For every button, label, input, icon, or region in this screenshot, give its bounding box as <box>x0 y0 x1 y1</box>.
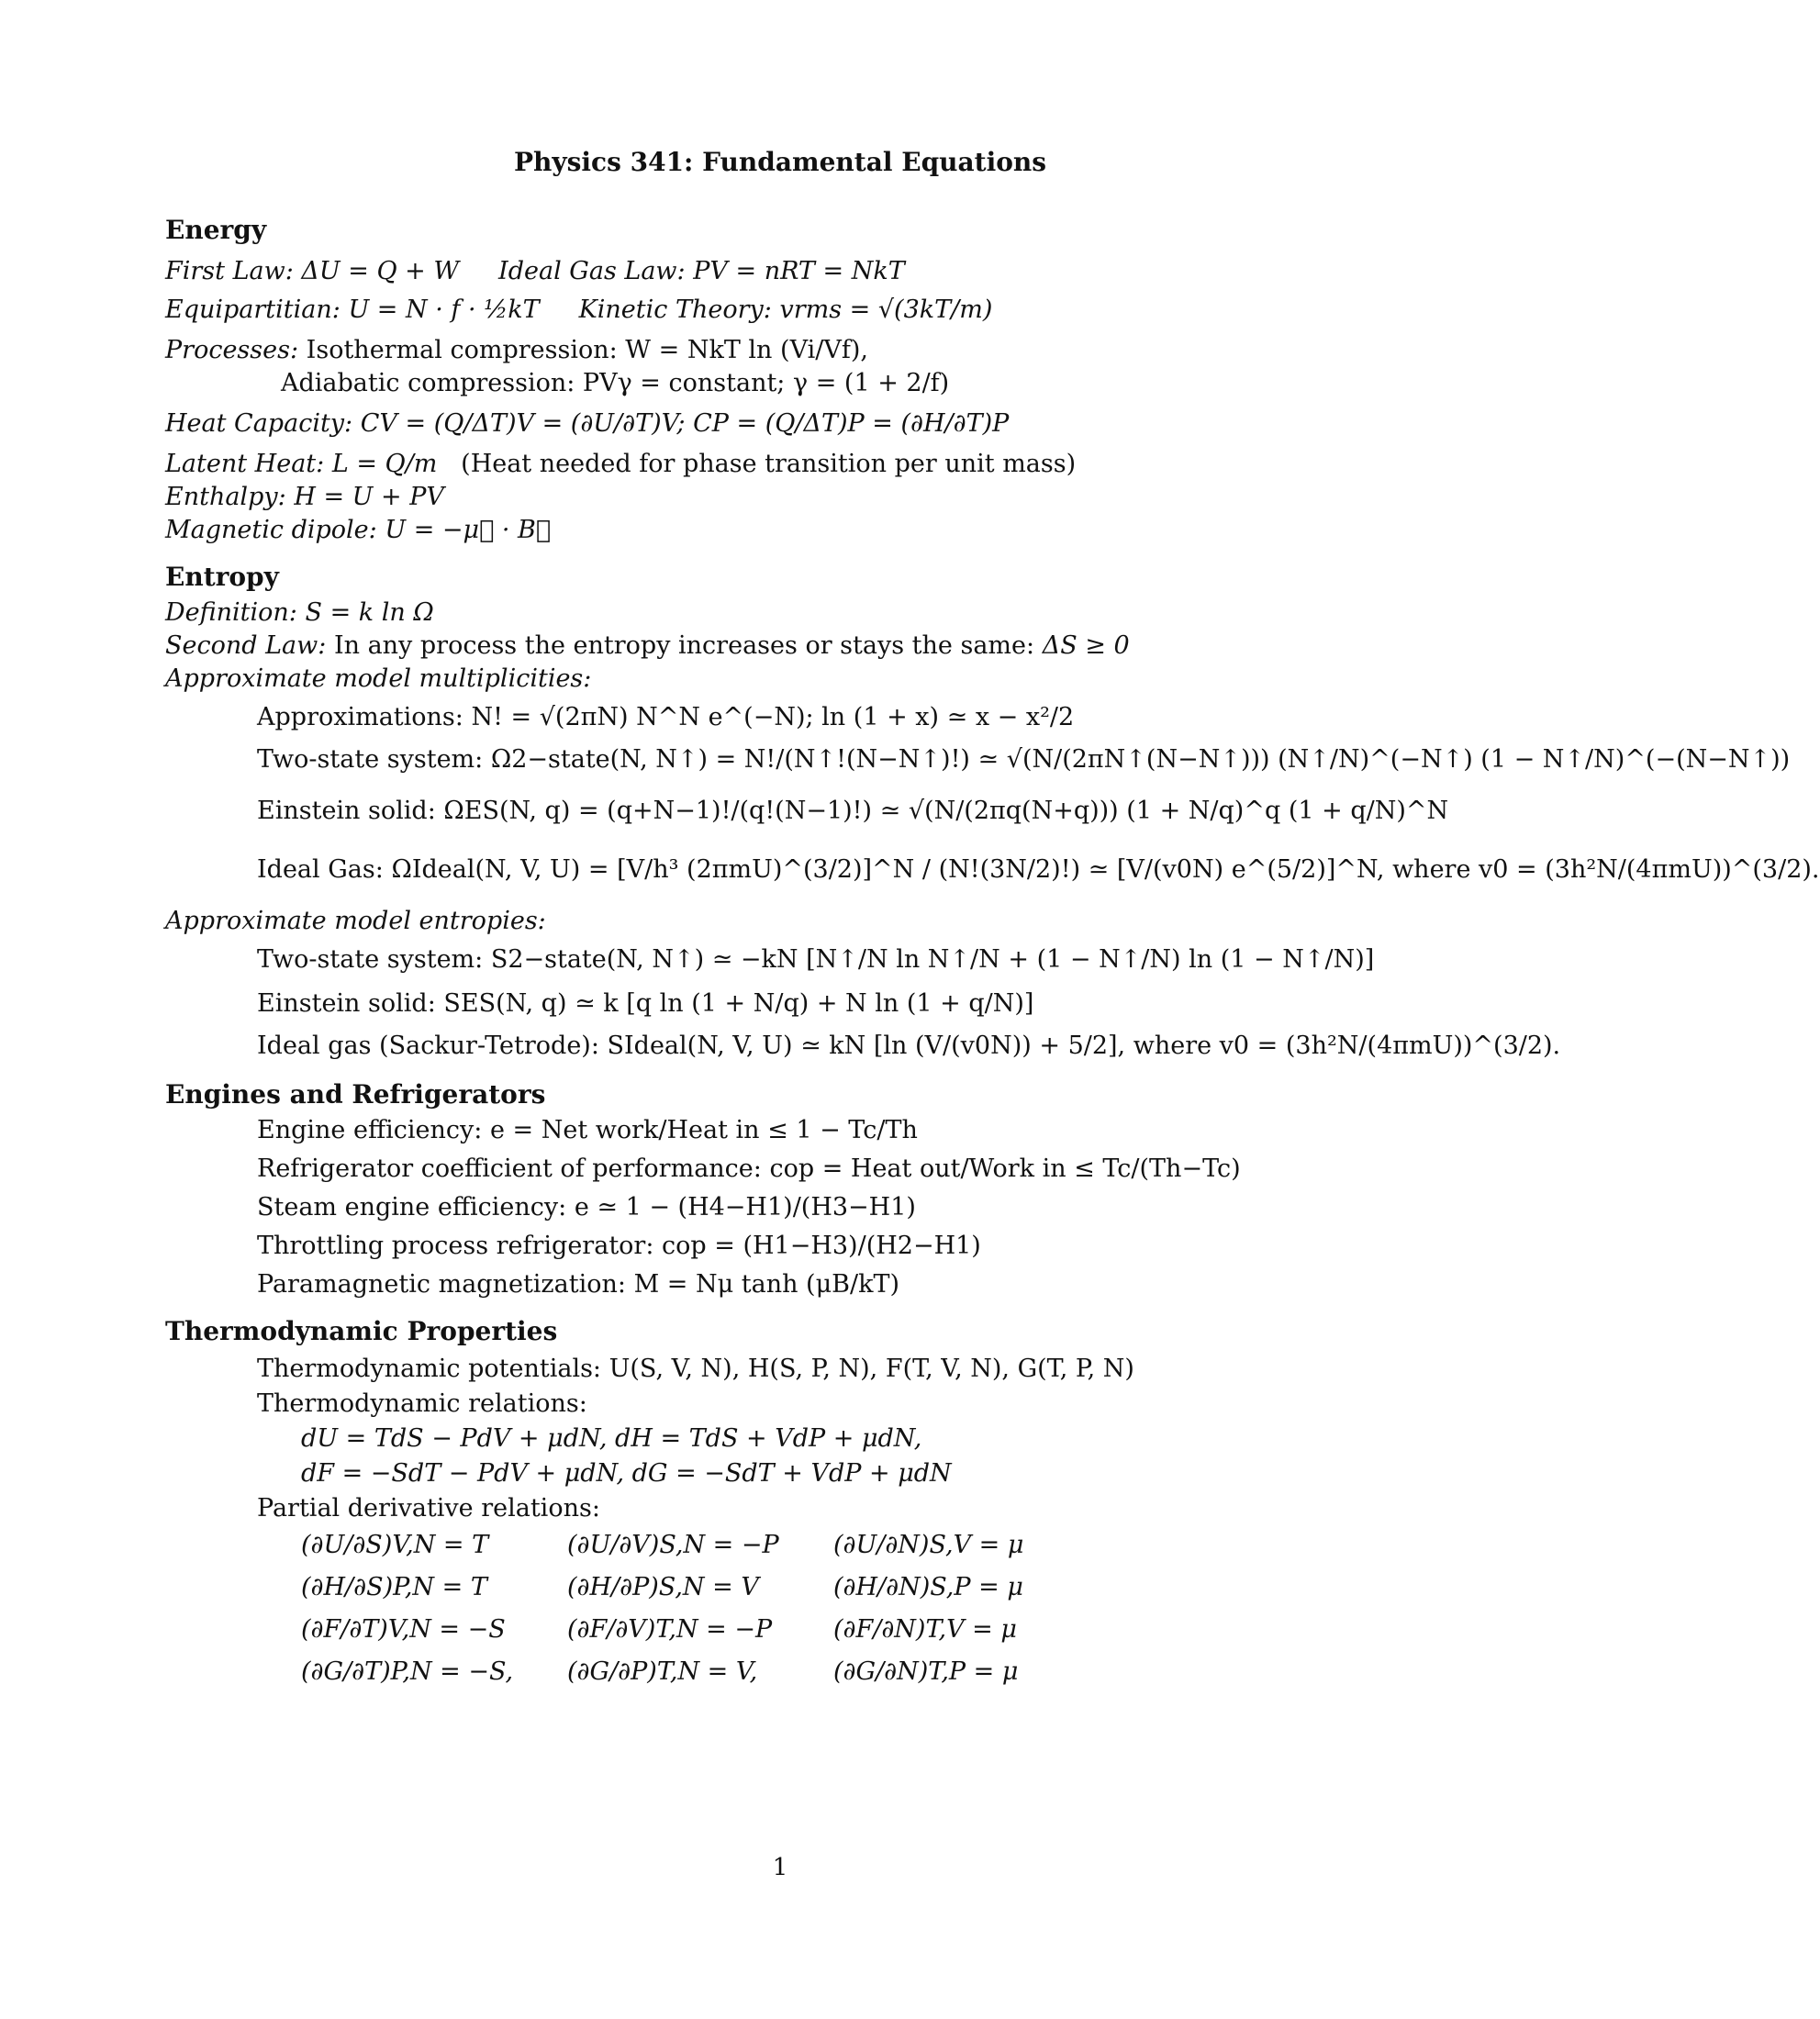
heat-capacity-label: Heat Capacity: <box>165 409 353 438</box>
equipartition-equation: U = N · f · ½kT <box>348 296 540 324</box>
engine-efficiency-line: Engine efficiency: e = Net work/Heat in ≤ 1 − Tc/Th <box>257 1116 918 1144</box>
section-heading-energy: Energy <box>165 215 267 245</box>
magnetic-dipole-equation: U = −μ⃗ · B⃗ <box>385 516 552 544</box>
two-state-multiplicity-line: Two-state system: Ω2−state(N, N↑) = N!/(N↑!(N−N↑)!) ≃ √(N/(2πN↑(N−N↑))) (N↑/N)^(−N↑) (1 − N↑/N)^(−(N−N↑)) <box>257 745 1791 774</box>
einstein-entropy-line: Einstein solid: SES(N, q) ≃ k [q ln (1 + N/q) + N ln (1 + q/N)] <box>257 989 1034 1018</box>
steam-engine-line: Steam engine efficiency: e ≃ 1 − (H4−H1)/(H3−H1) <box>257 1193 916 1221</box>
partial-derivative: (∂H/∂P)S,N = V <box>567 1573 759 1601</box>
second-law-label: Second Law: <box>165 631 327 660</box>
partial-derivative: (∂F/∂V)T,N = −P <box>567 1615 773 1644</box>
processes-label: Processes: <box>165 336 299 364</box>
second-law-text: In any process the entropy increases or stays the same: <box>333 631 1035 660</box>
approximations-line: Approximations: N! = √(2πN) N^N e^(−N); ln (1 + x) ≃ x − x²/2 <box>257 703 1075 731</box>
partial-derivative: (∂G/∂P)T,N = V, <box>567 1657 758 1686</box>
second-law-line <box>165 631 1130 660</box>
relations-line-1: dU = TdS − PdV + μdN, dH = TdS + VdP + μdN, <box>301 1424 922 1453</box>
partial-derivative: (∂H/∂N)S,P = μ <box>833 1573 1023 1601</box>
processes-line <box>165 336 868 364</box>
ideal-gas-multiplicity-line: Ideal Gas: ΩIdeal(N, V, U) = [V/h³ (2πmU)^(3/2)]^N / (N!(3N/2)!) ≃ [V/(v0N) e^(5/2)]^N, where v0 = (3h²N/(4πmU))^(3/2). <box>257 855 1820 884</box>
partial-derivative: (∂U/∂V)S,N = −P <box>567 1531 779 1559</box>
partial-derivative: (∂F/∂N)T,V = μ <box>833 1615 1017 1644</box>
relations-line-2: dF = −SdT − PdV + μdN, dG = −SdT + VdP + μdN <box>301 1459 952 1488</box>
partial-derivative: (∂G/∂N)T,P = μ <box>833 1657 1019 1686</box>
partial-derivative: (∂F/∂T)V,N = −S <box>301 1615 506 1644</box>
ideal-gas-law-equation: PV = nRT = NkT <box>693 257 905 285</box>
partial-derivative: (∂U/∂N)S,V = μ <box>833 1531 1024 1559</box>
partial-derivative: (∂G/∂T)P,N = −S, <box>301 1657 514 1686</box>
multiplicities-heading: Approximate model multiplicities: <box>165 664 592 693</box>
latent-heat-label: Latent Heat: <box>165 450 325 478</box>
latent-heat-equation: L = Q/m <box>331 450 438 478</box>
second-law-equation: ΔS ≥ 0 <box>1042 631 1130 660</box>
two-state-entropy-line: Two-state system: S2−state(N, N↑) ≃ −kN [N↑/N ln N↑/N + (1 − N↑/N) ln (1 − N↑/N)] <box>257 945 1375 974</box>
heat-capacity-equation: CV = (Q/ΔT)V = (∂U/∂T)V; CP = (Q/ΔT)P = (∂H/∂T)P <box>360 409 1010 438</box>
partial-derivative-heading: Partial derivative relations: <box>257 1494 600 1523</box>
first-law-line <box>165 257 905 285</box>
sackur-tetrode-line: Ideal gas (Sackur-Tetrode): SIdeal(N, V, U) ≃ kN [ln (V/(v0N)) + 5/2], where v0 = (3h²N/(4πmU))^(3/2). <box>257 1032 1561 1060</box>
enthalpy-equation: H = U + PV <box>294 483 444 511</box>
adiabatic-compression-text: Adiabatic compression: PVγ = constant; γ = (1 + 2/f) <box>281 369 950 397</box>
enthalpy-line <box>165 483 444 511</box>
ideal-gas-law-label: Ideal Gas Law: <box>498 257 686 285</box>
relations-heading: Thermodynamic relations: <box>257 1389 587 1418</box>
page-number: 1 <box>772 1854 788 1881</box>
partial-derivative: (∂U/∂S)V,N = T <box>301 1531 489 1559</box>
definition-equation: S = k ln Ω <box>305 598 434 627</box>
page-title: Physics 341: Fundamental Equations <box>513 147 1047 177</box>
kinetic-theory-label: Kinetic Theory: <box>578 296 772 324</box>
latent-heat-line <box>165 450 1076 478</box>
einstein-multiplicity-line: Einstein solid: ΩES(N, q) = (q+N−1)!/(q!(N−1)!) ≃ √(N/(2πq(N+q))) (1 + N/q)^q (1 + q/N)^N <box>257 797 1449 825</box>
enthalpy-label: Enthalpy: <box>165 483 286 511</box>
entropies-heading: Approximate model entropies: <box>165 907 546 935</box>
isothermal-compression-text: Isothermal compression: W = NkT ln (Vi/Vf), <box>306 336 868 364</box>
magnetic-dipole-line <box>165 516 551 544</box>
entropy-definition-line <box>165 598 434 627</box>
first-law-label: First Law: <box>165 257 294 285</box>
potentials-line: Thermodynamic potentials: U(S, V, N), H(S, P, N), F(T, V, N), G(T, P, N) <box>257 1355 1134 1383</box>
latent-heat-note: (Heat needed for phase transition per unit mass) <box>461 450 1077 478</box>
throttling-line: Throttling process refrigerator: cop = (H1−H3)/(H2−H1) <box>257 1232 981 1260</box>
refrigerator-cop-line: Refrigerator coefficient of performance: cop = Heat out/Work in ≤ Tc/(Th−Tc) <box>257 1155 1241 1183</box>
section-heading-entropy: Entropy <box>165 562 279 592</box>
magnetic-dipole-label: Magnetic dipole: <box>165 516 377 544</box>
definition-label: Definition: <box>165 598 297 627</box>
heat-capacity-line <box>165 409 1009 438</box>
equipartition-label: Equipartitian: <box>165 296 341 324</box>
paramagnetic-line: Paramagnetic magnetization: M = Nμ tanh (μB/kT) <box>257 1270 899 1299</box>
section-heading-thermodynamic: Thermodynamic Properties <box>165 1316 558 1346</box>
equipartition-line <box>165 296 992 324</box>
partial-derivative: (∂H/∂S)P,N = T <box>301 1573 487 1601</box>
section-heading-engines: Engines and Refrigerators <box>165 1079 546 1110</box>
kinetic-theory-equation: vrms = √(3kT/m) <box>779 296 993 324</box>
first-law-equation: ΔU = Q + W <box>301 257 460 285</box>
